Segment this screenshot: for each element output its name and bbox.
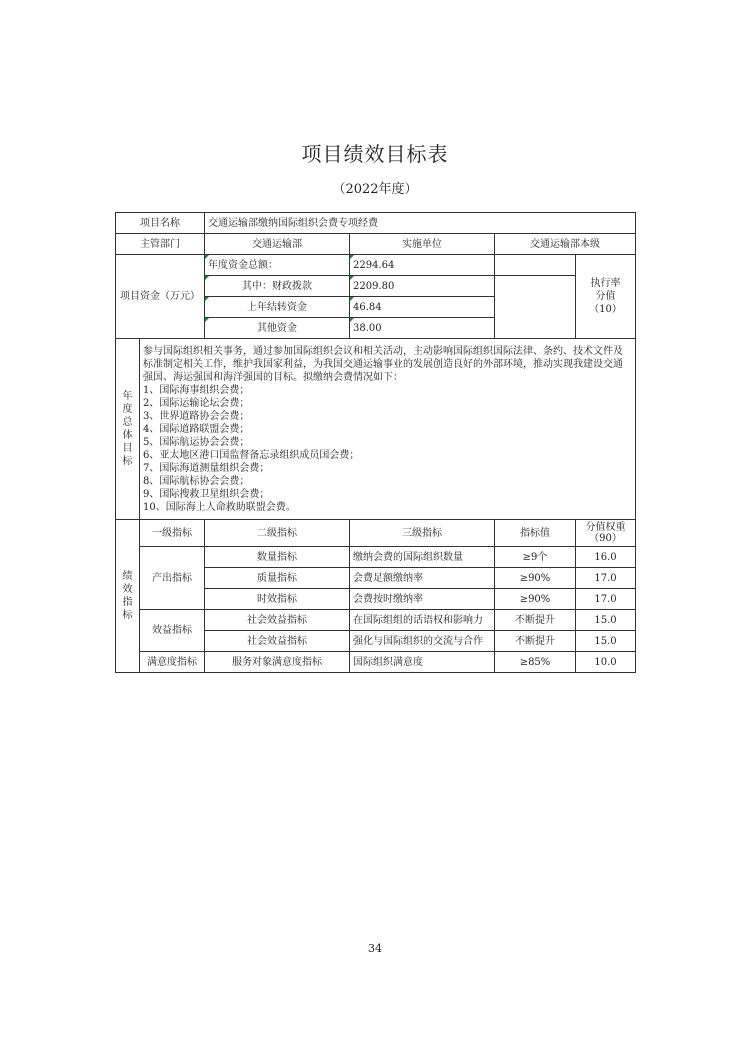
level2-cell: 质量指标 bbox=[205, 568, 350, 589]
header-value: 指标值 bbox=[495, 520, 576, 547]
level2-cell: 时效指标 bbox=[205, 589, 350, 610]
funds-total-value: 2294.64 bbox=[350, 255, 495, 276]
funds-total-row bbox=[116, 255, 636, 276]
indicators-header-row bbox=[116, 520, 636, 547]
exec-rate-cell: 执行率 分值 （10） bbox=[576, 255, 636, 339]
header-level1: 一级指标 bbox=[140, 520, 205, 547]
goal-item: 8、国际航标协会会费； bbox=[143, 475, 250, 487]
weight-cell: 17.0 bbox=[576, 568, 636, 589]
goal-item: 7、国际海道测量组织会费； bbox=[143, 462, 270, 474]
value-cell: 不断提升 bbox=[495, 610, 576, 631]
cell-marker-icon bbox=[350, 255, 354, 259]
value-cell: ≥90% bbox=[495, 589, 576, 610]
level2-cell: 社会效益指标 bbox=[205, 631, 350, 652]
value-cell: ≥90% bbox=[495, 568, 576, 589]
funds-carry-label: 上年结转资金 bbox=[205, 297, 350, 318]
value-cell: 不断提升 bbox=[495, 631, 576, 652]
document-subtitle: （2022年度） bbox=[332, 182, 418, 197]
goals-row bbox=[116, 339, 636, 520]
funds-blank-cell bbox=[495, 297, 576, 318]
value-cell: ≥85% bbox=[495, 652, 576, 673]
header-level3: 三级指标 bbox=[350, 520, 495, 547]
goals-intro: 参与国际组织相关事务，通过参加国际组织会议和相关活动，主动影响国际组织国际法律、条约、技术文件及标准制定相关工作，维护我国家利益，为我国交通运输事业的发展创造良好的外部环境，推动实现我建设交通强国、海运强国和海洋强国的目标。拟缴纳会费情况如下： bbox=[143, 345, 623, 383]
document-title: 项目绩效目标表 bbox=[301, 142, 449, 166]
level2-cell: 社会效益指标 bbox=[205, 610, 350, 631]
cell-marker-icon bbox=[205, 297, 209, 301]
weight-cell: 10.0 bbox=[576, 652, 636, 673]
funds-label: 项目资金（万元） bbox=[116, 255, 205, 339]
goal-item: 5、国际航运协会会费； bbox=[143, 436, 250, 448]
goal-item: 10、国际海上人命救助联盟会费。 bbox=[143, 501, 296, 513]
weight-cell: 16.0 bbox=[576, 547, 636, 568]
funds-blank-cell bbox=[495, 255, 576, 276]
page-number: 34 bbox=[368, 942, 382, 955]
goal-item: 9、国际搜救卫星组织会费； bbox=[143, 488, 270, 500]
cell-marker-icon bbox=[205, 318, 209, 322]
level3-cell: 会费足额缴纳率 bbox=[350, 568, 495, 589]
table-row bbox=[116, 610, 636, 631]
header-weight: 分值权重（90） bbox=[576, 520, 636, 547]
funds-other-value: 38.00 bbox=[350, 318, 495, 339]
level2-cell: 服务对象满意度指标 bbox=[205, 652, 350, 673]
level3-cell: 会费按时缴纳率 bbox=[350, 589, 495, 610]
performance-table bbox=[115, 212, 636, 673]
goal-item: 6、亚太地区港口国监督备忘录组织成员国会费； bbox=[143, 449, 360, 461]
impl-value: 交通运输部本级 bbox=[495, 234, 636, 255]
level3-cell: 在国际组组的话语权和影响力 bbox=[350, 610, 495, 631]
level3-cell: 国际组织满意度 bbox=[350, 652, 495, 673]
funds-carry-value: 46.84 bbox=[350, 297, 495, 318]
dept-row bbox=[116, 234, 636, 255]
weight-cell: 17.0 bbox=[576, 589, 636, 610]
goals-content bbox=[140, 339, 636, 520]
funds-other-label: 其他资金 bbox=[205, 318, 350, 339]
goal-item: 1、国际海事组织会费； bbox=[143, 384, 250, 396]
dept-value: 交通运输部 bbox=[205, 234, 350, 255]
goal-item: 4、国际道路联盟会费； bbox=[143, 423, 250, 435]
funds-fiscal-label: 其中：财政拨款 bbox=[205, 276, 350, 297]
funds-fiscal-value: 2209.80 bbox=[350, 276, 495, 297]
benefit-label: 效益指标 bbox=[140, 610, 205, 652]
level3-cell: 缴纳会费的国际组织数量 bbox=[350, 547, 495, 568]
level3-cell: 强化与国际组织的交流与合作 bbox=[350, 631, 495, 652]
indicators-label: 绩 效 指 标 bbox=[116, 520, 140, 673]
cell-marker-icon bbox=[350, 297, 354, 301]
cell-marker-icon bbox=[205, 255, 209, 259]
table-row bbox=[116, 547, 636, 568]
satisfaction-label: 满意度指标 bbox=[140, 652, 205, 673]
project-name-value: 交通运输部缴纳国际组织会费专项经费 bbox=[205, 213, 636, 234]
funds-blank-cell bbox=[495, 318, 576, 339]
project-name-row bbox=[116, 213, 636, 234]
goals-label: 年 度 总 体 目 标 bbox=[116, 339, 140, 520]
header-level2: 二级指标 bbox=[205, 520, 350, 547]
cell-marker-icon bbox=[350, 276, 354, 280]
level2-cell: 数量指标 bbox=[205, 547, 350, 568]
funds-blank-cell bbox=[495, 276, 576, 297]
weight-cell: 15.0 bbox=[576, 610, 636, 631]
weight-cell: 15.0 bbox=[576, 631, 636, 652]
value-cell: ≥9个 bbox=[495, 547, 576, 568]
output-label: 产出指标 bbox=[140, 547, 205, 610]
cell-marker-icon bbox=[350, 318, 354, 322]
goal-item: 3、世界道路协会会费； bbox=[143, 410, 250, 422]
table-row bbox=[116, 652, 636, 673]
impl-label: 实施单位 bbox=[350, 234, 495, 255]
goal-item: 2、国际运输论坛会费； bbox=[143, 397, 250, 409]
funds-total-label: 年度资金总额： bbox=[205, 255, 350, 276]
cell-marker-icon bbox=[205, 276, 209, 280]
dept-label: 主管部门 bbox=[116, 234, 205, 255]
project-name-label: 项目名称 bbox=[116, 213, 205, 234]
